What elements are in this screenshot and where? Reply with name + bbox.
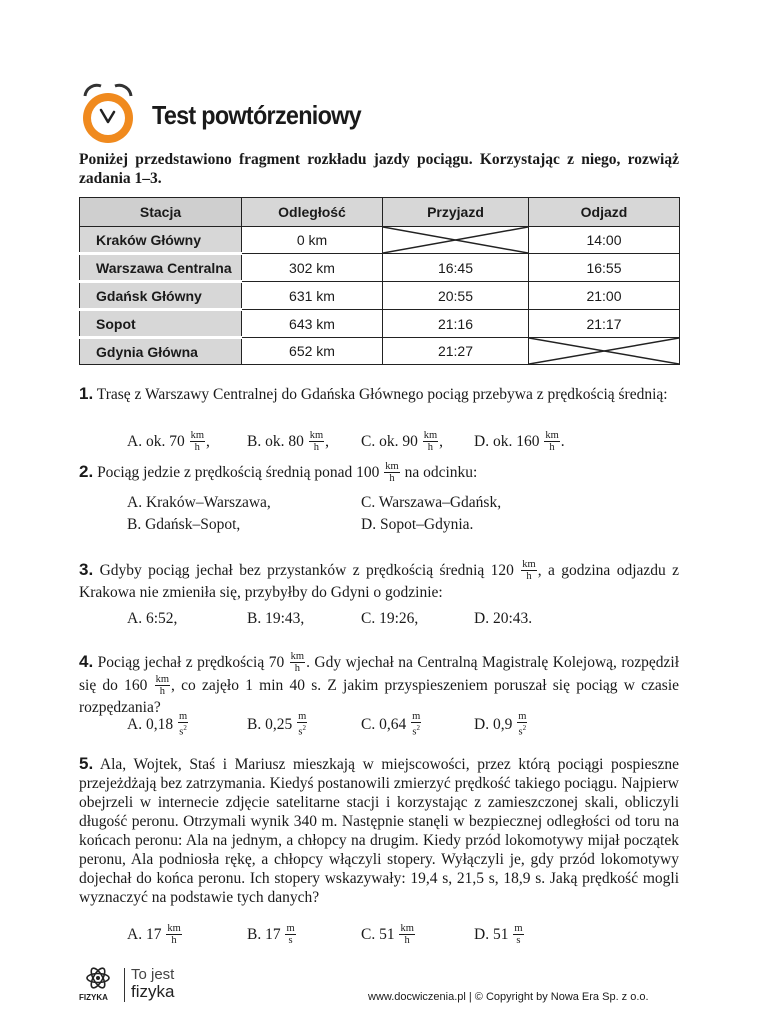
option-d: D. Sopot–Gdynia.	[361, 516, 474, 533]
header-departure: Odjazd	[529, 198, 680, 227]
option-b: B. Gdańsk–Sopot,	[127, 516, 241, 533]
option-b: B. 0,25 $\frac{m}{s^2}$	[247, 711, 307, 738]
distance-cell: 643 km	[242, 310, 383, 338]
station-cell: Gdańsk Główny	[80, 282, 242, 310]
table-row	[80, 338, 680, 365]
option-a: A. ok. 70 $\frac{km}{h}$ ,	[127, 430, 210, 453]
alarm-clock-icon	[79, 82, 137, 144]
timetable	[79, 197, 680, 365]
option-d: D. 0,9 $\frac{m}{s^2}$	[474, 711, 527, 738]
departure-cell: 16:55	[529, 254, 680, 282]
option-b: B. ok. 80 $\frac{km}{h}$ ,	[247, 430, 330, 453]
option-a: A. 17 $\frac{km}{h}$	[127, 923, 181, 946]
option-d: D. 51 $\frac{m}{s}$	[474, 923, 523, 946]
option-c: C. ok. 90 $\frac{km}{h}$ ,	[361, 430, 444, 453]
question-number: 4.	[79, 652, 94, 672]
station-cell: Sopot	[80, 310, 242, 338]
header-station: Stacja	[80, 198, 242, 227]
table-row	[80, 227, 680, 254]
question-number: 5.	[79, 754, 94, 773]
distance-cell: 652 km	[242, 338, 383, 365]
question-text: Pociąg jechał z prędkością 70	[97, 654, 285, 672]
question-4: 4. Pociąg jechał z prędkością 70 $\frac{km}{h}$ . Gdy wjechał na Centralną Magistralę Kolejową, rozpędził się do 160 $\frac{km}{h}$ , co zajęło 1 min 40 s. Z jakim przyspieszeniem poruszał się pociąg w czasie rozpędzania?	[79, 651, 680, 716]
distance-cell: 0 km	[242, 227, 383, 254]
question-1	[79, 384, 679, 404]
footer-logo	[79, 966, 189, 1006]
option-c: C. 0,64 $\frac{m}{s^2}$	[361, 711, 421, 738]
table-row	[80, 254, 680, 282]
question-5	[79, 754, 679, 907]
question-number: 3.	[79, 560, 94, 580]
footer-divider	[124, 968, 125, 1002]
option-c: C. 19:26,	[361, 610, 419, 627]
option-c: C. 51 $\frac{km}{h}$	[361, 923, 414, 946]
question-text: Pociąg jedzie z prędkością średnią ponad 100	[97, 464, 380, 482]
question-2: 2. Pociąg jedzie z prędkością średnią ponad 100 $\frac{km}{h}$ na odcinku:	[79, 461, 478, 484]
question-number: 2.	[79, 462, 94, 482]
brand-line-1: To jest	[131, 966, 175, 983]
footer-copyright: www.docwiczenia.pl | © Copyright by Nowa Era Sp. z o.o.	[368, 991, 649, 1003]
distance-cell: 302 km	[242, 254, 383, 282]
option-a: A. 6:52,	[127, 610, 178, 627]
question-text: Ala, Wojtek, Staś i Mariusz mieszkają w miejscowości, przez którą pociągi pospieszne przejeżdżają bez zatrzymania. Kiedyś postanowili zmierzyć prędkość takiego pociągu. Najpierw obejrzeli w internecie zdjęcie satelitarne stacji i korzystając z zamieszczonej skali, obliczyli długość peronu. Otrzymali wynik 340 m. Następnie stanęli w bezpiecznej odległości od toru na końcach peronu: Ala na jednym, a chłopcy na drugim. Kiedy przód lokomotywy mijał początek peronu, Ala podniosła rękę, a chłopcy włączyli stopery. Wyłączyli je, gdy przód lokomotywy dojechał do końca peronu. Ich stopery wskazywały: 19,4 s, 21,5 s, 18,9 s. Jaką prędkość mogli wyznaczyć na podstawie tych danych?	[79, 756, 679, 906]
atom-icon	[85, 966, 111, 990]
option-d: D. ok. 160 $\frac{km}{h}$ .	[474, 430, 565, 453]
arrival-cell: 21:16	[383, 310, 529, 338]
station-cell: Warszawa Centralna	[80, 254, 242, 282]
arrival-cell: 21:27	[383, 338, 529, 365]
departure-cell: 21:17	[529, 310, 680, 338]
cross-mark-icon	[529, 338, 679, 364]
station-cell: Gdynia Główna	[80, 338, 242, 365]
header-arrival: Przyjazd	[383, 198, 529, 227]
page-title: Test powtórzeniowy	[152, 100, 361, 130]
departure-cell: 21:00	[529, 282, 680, 310]
header-distance: Odległość	[242, 198, 383, 227]
timetable-header-row	[80, 198, 680, 227]
departure-cell: 14:00	[529, 227, 680, 254]
arrival-cell: 16:45	[383, 254, 529, 282]
option-c: C. Warszawa–Gdańsk,	[361, 494, 502, 511]
option-d: D. 20:43.	[474, 610, 533, 627]
option-b: B. 17 $\frac{m}{s}$	[247, 923, 295, 946]
option-a: A. Kraków–Warszawa,	[127, 494, 271, 511]
option-b: B. 19:43,	[247, 610, 305, 627]
footer-logo-label: FIZYKA	[79, 993, 108, 1002]
brand-line-2: fizyka	[131, 982, 175, 1001]
question-text: Gdyby pociąg jechał bez przystanków z prędkością średnią 120	[99, 562, 514, 580]
distance-cell: 631 km	[242, 282, 383, 310]
station-cell: Kraków Główny	[80, 227, 242, 254]
option-a: A. 0,18 $\frac{m}{s^2}$	[127, 711, 188, 738]
table-row	[80, 282, 680, 310]
question-number: 1.	[79, 384, 94, 403]
cross-mark-icon	[383, 227, 528, 253]
empty-crossed-cell	[383, 227, 529, 254]
intro-text: Poniżej przedstawiono fragment rozkładu jazdy pociągu. Korzystając z niego, rozwiąż zadania 1–3.	[79, 151, 679, 187]
question-text: Trasę z Warszawy Centralnej do Gdańska Głównego pociąg przebywa z prędkością średnią:	[96, 386, 668, 403]
arrival-cell: 20:55	[383, 282, 529, 310]
empty-crossed-cell	[529, 338, 680, 365]
table-row	[80, 310, 680, 338]
question-3: 3. Gdyby pociąg jechał bez przystanków z prędkością średnią 120 $\frac{km}{h}$ , a godzina odjazdu z Krakowa nie zmieniła się, przybyłby do Gdyni o godzinie:	[79, 559, 680, 601]
